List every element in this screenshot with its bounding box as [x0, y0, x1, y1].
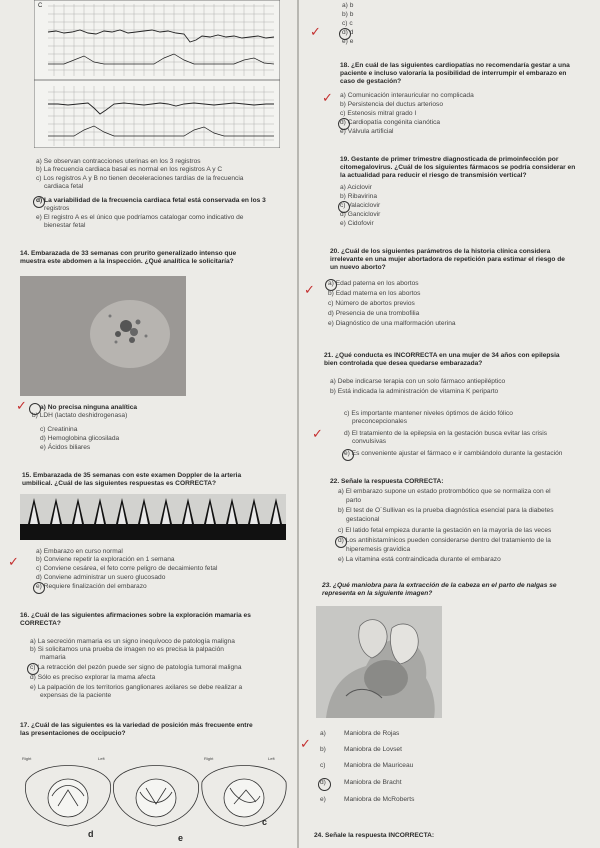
q18-title-line2: paciente e incluso valoraría la posibilidad de interrumpir el embarazo en [340, 70, 567, 77]
q23-title-line1: 23. ¿Qué maniobra para la extracción de la cabeza en el parto de nalgas se [322, 582, 557, 589]
q22-option-b: b) El test de O´Sullivan es la prueba diagnóstica esencial para la diabetes [338, 507, 554, 514]
q14-option-d: d) Hemoglobina glicosilada [40, 435, 120, 442]
q23-check-mark: ✓ [300, 737, 311, 752]
q16-option-c: c) La retracción del pezón puede ser signo de patología tumoral maligna [30, 664, 242, 671]
q23-maneuver-photo [316, 606, 442, 718]
q21-check-mark: ✓ [312, 427, 323, 442]
q18-answer-circle [338, 118, 350, 130]
q16-answer-circle [27, 663, 39, 675]
q16-option-b: b) Si solicitamos una prueba de imagen no es precisa la palpación [30, 646, 224, 653]
q23-option-c-letter: c) [320, 762, 326, 769]
q18-option-e: e) Válvula artificial [340, 128, 394, 135]
q19-title-line2: citomegalovirus. ¿Cuál de los siguientes fármacos se podría considerar en [340, 164, 576, 171]
q12-option-d: d) d [342, 29, 354, 36]
q15-option-e: e) Requiere finalización del embarazo [36, 583, 147, 590]
right-column [300, 0, 600, 848]
q21-option-c-cont: preconcepcionales [352, 418, 407, 425]
q19-option-d: d) Ganciclovir [340, 211, 381, 218]
q16-option-e: e) La palpación de los territorios ganglionares axilares se debe realizar a [30, 684, 243, 691]
q18-option-d: d) Cardiopatía congénita cianótica [340, 119, 441, 126]
q15-doppler-figure [20, 494, 286, 540]
q12-check-mark: ✓ [310, 25, 321, 40]
q20-check-mark: ✓ [304, 283, 315, 298]
q21-title-line2: bien controlada que desea quedarse embarazada? [324, 360, 483, 367]
q15-option-c: c) Conviene cesárea, el feto corre peligro de decaimiento fetal [36, 565, 218, 572]
q13-option-d-cont: registros [44, 205, 70, 212]
q23-answer-circle [318, 778, 331, 791]
q19-title-line3: la actualidad para reducir el riesgo de transmisión vertical? [340, 172, 527, 179]
q21-option-e: e) Es conveniente ajustar el fármaco e ir cambiándolo durante la gestación [344, 450, 563, 457]
q22-option-d-cont: hiperemesis gravídica [346, 546, 411, 553]
q21-option-d-cont: convulsivas [352, 438, 387, 445]
q17-title-line2: las presentaciones de occipucio? [20, 730, 126, 737]
q23-option-b: Maniobra de Lovset [344, 746, 402, 753]
q21-option-c: c) Es importante mantener niveles óptimos de ácido fólico [344, 410, 513, 417]
q15-title-line2: umbilical. ¿Cuál de las siguientes respuestas es CORRECTA? [22, 480, 217, 487]
q14-title-line2: muestra este abdomen a la inspección. ¿Qué analítica le solicitaría? [20, 258, 234, 265]
q14-option-b: b) LDH (lactato deshidrogenasa) [32, 412, 128, 419]
q19-title-line1: 19. Gestante de primer trimestre diagnosticada de primoinfección por [340, 156, 559, 163]
q19-option-e: e) Cidofovir [340, 220, 374, 227]
q17-letter-c: c [262, 817, 268, 827]
q12-option-e: e) e [342, 38, 354, 45]
q18-option-b: b) Persistencia del ductus arterioso [340, 101, 443, 108]
q17-letter-e: e [178, 833, 184, 843]
q16-option-e-cont: expensas de la paciente [40, 692, 112, 699]
q22-option-a-cont: parto [346, 497, 362, 504]
ctg-tracing-figure [34, 0, 280, 148]
q20-option-c: c) Número de abortos previos [328, 300, 415, 307]
q18-option-c: c) Estenosis mitral grado I [340, 110, 417, 117]
q20-option-d: d) Presencia de una trombofilia [328, 310, 420, 317]
q16-option-a: a) La secreción mamaria es un signo inequívoco de patología maligna [30, 638, 235, 645]
q18-title-line1: 18. ¿En cuál de las siguientes cardiopatías no recomendaría gestar a una [340, 62, 570, 69]
q23-option-a: Maniobra de Rojas [344, 730, 400, 737]
q14-option-e: e) Ácidos biliares [40, 444, 91, 451]
q19-answer-circle [338, 201, 350, 213]
q21-option-b: b) Está indicada la administración de vitamina K periparto [330, 388, 499, 395]
q17-pelvis-figure [18, 752, 288, 842]
q14-abdomen-photo [20, 276, 186, 396]
q16-option-d: d) Sólo es preciso explorar la mama afecta [30, 674, 156, 681]
q13-option-d: d) La variabilidad de la frecuencia cardiaca fetal está conservada en los 3 [36, 197, 266, 204]
q22-title: 22. Señale la respuesta CORRECTA: [330, 478, 444, 485]
q20-title-line1: 20. ¿Cuál de los siguientes parámetros de la historia clínica considera [330, 248, 551, 255]
q14-check-mark: ✓ [16, 399, 27, 414]
q14-title-line1: 14. Embarazada de 33 semanas con prurito generalizado intenso que [20, 250, 237, 257]
q14-option-a: a) No precisa ninguna analítica [40, 404, 138, 411]
q23-option-e: Maniobra de McRoberts [344, 796, 415, 803]
q15-option-b: b) Conviene repetir la exploración en 1 semana [36, 556, 175, 563]
column-divider [297, 0, 299, 848]
q17-title-line1: 17. ¿Cuál de las siguientes es la variedad de posición más frecuente entre [20, 722, 253, 729]
q13-option-b: b) La frecuencia cardiaca basal es normal en los registros A y C [36, 166, 223, 173]
q13-option-c-cont: cardiaca fetal [44, 183, 84, 190]
q22-option-e: e) La vitamina está contraindicada durante el embarazo [338, 556, 501, 563]
q22-option-c: c) El latido fetal empieza durante la gestación en la mayoría de las veces [338, 527, 552, 534]
q18-title-line3: caso de gestación? [340, 78, 402, 85]
q20-title-line3: un nuevo aborto? [330, 264, 386, 271]
q12-option-b: b) b [342, 11, 354, 18]
q23-option-e-letter: e) [320, 796, 326, 803]
q22-answer-circle [335, 536, 347, 548]
q12-option-a: a) b [342, 2, 354, 9]
q23-option-b-letter: b) [320, 746, 326, 753]
q17-letter-d: d [88, 829, 94, 839]
q16-title-line1: 16. ¿Cuál de las siguientes afirmaciones sobre la exploración mamaria es [20, 612, 251, 619]
q18-option-a: a) Comunicación interauricular no complicada [340, 92, 474, 99]
q20-option-b: b) Edad materna en los abortos [328, 290, 421, 297]
q13-option-c: c) Los registros A y B no tienen deceleraciones tardías de la frecuencia [36, 175, 244, 182]
q21-option-d: d) El tratamiento de la epilepsia en la gestación busca evitar las crisis [344, 430, 548, 437]
q22-option-a: a) El embarazo supone un estado protrombótico que se normaliza con el [338, 488, 551, 495]
q19-option-a: a) Aciclovir [340, 184, 372, 191]
q13-option-a: a) Se observan contracciones uterinas en los 3 registros [36, 158, 201, 165]
q15-title-line1: 15. Embarazada de 35 semanas con este examen Doppler de la arteria [22, 472, 242, 479]
q14-option-c: c) Creatinina [40, 426, 78, 433]
q20-title-line2: irrelevante en una mujer abortadora de repetición para estimar el riesgo de [330, 256, 565, 263]
q14-answer-circle [29, 403, 41, 415]
q23-option-d: Maniobra de Bracht [344, 779, 402, 786]
q20-answer-circle [325, 279, 337, 291]
q20-option-a: a) Edad paterna en los abortos [328, 280, 419, 287]
q13-option-e: e) El registro A es el único que podríamos catalogar como indicativo de [36, 214, 244, 221]
svg-text:Right: Right [22, 756, 32, 761]
q16-title-line2: CORRECTA? [20, 620, 61, 627]
q23-option-c: Maniobra de Mauriceau [344, 762, 414, 769]
q19-option-b: b) Ribavirina [340, 193, 378, 200]
q23-title-line2: representa en la siguiente imagen? [322, 590, 433, 597]
q15-option-d: d) Conviene administrar un suero glucosado [36, 574, 166, 581]
q13-option-e-cont: bienestar fetal [44, 222, 86, 229]
q12-answer-circle [339, 28, 354, 40]
q15-answer-circle [33, 582, 45, 594]
q15-check-mark: ✓ [8, 555, 19, 570]
q24-title: 24. Señale la respuesta INCORRECTA: [314, 832, 435, 839]
q21-option-a: a) Debe indicarse terapia con un solo fármaco antiepiléptico [330, 378, 506, 385]
q16-option-b-cont: mamaria [40, 654, 66, 661]
q21-answer-circle [342, 449, 354, 461]
left-column [0, 0, 296, 848]
q22-option-b-cont: gestacional [346, 516, 380, 523]
svg-text:Left: Left [98, 756, 105, 761]
q13-answer-circle [33, 196, 45, 208]
svg-text:Right: Right [204, 756, 214, 761]
q12-option-c: c) c [342, 20, 353, 27]
q23-option-a-letter: a) [320, 730, 326, 737]
q20-option-e: e) Diagnóstico de una malformación uterina [328, 320, 456, 327]
q19-option-c: c) Valaciclovir [340, 202, 381, 209]
ctg-label: C [38, 3, 43, 9]
svg-text:Left: Left [268, 756, 275, 761]
q15-option-a: a) Embarazo en curso normal [36, 548, 123, 555]
q21-title-line1: 21. ¿Qué conducta es INCORRECTA en una mujer de 34 años con epilepsia [324, 352, 560, 359]
q18-check-mark: ✓ [322, 91, 333, 106]
q23-option-d-letter: d) [320, 779, 326, 786]
q22-option-d: d) Los antihistamínicos pueden considerarse dentro del tratamiento de la [338, 537, 551, 544]
